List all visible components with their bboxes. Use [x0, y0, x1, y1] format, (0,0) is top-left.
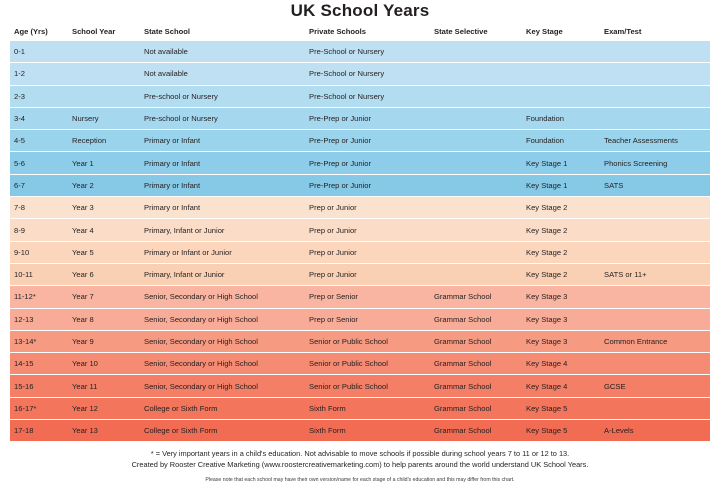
cell-state-selective [430, 63, 522, 85]
cell-age: 11-12* [10, 286, 68, 308]
cell-school-year: Year 13 [68, 420, 140, 442]
table-row [10, 263, 710, 285]
cell-school-year: Year 9 [68, 330, 140, 352]
table-row [10, 330, 710, 352]
cell-key-stage: Key Stage 5 [522, 397, 600, 419]
table-row [10, 286, 710, 308]
cell-private-schools: Pre-Prep or Junior [305, 174, 430, 196]
cell-state-school: College or Sixth Form [140, 397, 305, 419]
cell-age: 2-3 [10, 85, 68, 107]
cell-exam-test [600, 63, 710, 85]
column-header-private-schools: Private Schools [309, 27, 366, 36]
cell-age: 6-7 [10, 174, 68, 196]
cell-state-school: Senior, Secondary or High School [140, 353, 305, 375]
cell-key-stage: Key Stage 3 [522, 330, 600, 352]
cell-key-stage [522, 41, 600, 63]
cell-state-selective: Grammar School [430, 353, 522, 375]
cell-exam-test: Phonics Screening [600, 152, 710, 174]
cell-state-school: Primary, Infant or Junior [140, 219, 305, 241]
cell-school-year: Nursery [68, 107, 140, 129]
cell-key-stage: Foundation [522, 130, 600, 152]
cell-school-year: Year 1 [68, 152, 140, 174]
cell-exam-test: SATS [600, 174, 710, 196]
cell-state-selective [430, 174, 522, 196]
footnote-disclaimer: Please note that each school may have their own version/name for each stage of a child's education and this may differ from this chart. [205, 476, 515, 483]
column-header-state-selective: State Selective [434, 27, 488, 36]
cell-state-school: Not available [140, 41, 305, 63]
cell-private-schools: Senior or Public School [305, 353, 430, 375]
cell-private-schools: Prep or Junior [305, 263, 430, 285]
column-header-age: Age (Yrs) [14, 27, 48, 36]
cell-private-schools: Pre-Prep or Junior [305, 130, 430, 152]
cell-exam-test [600, 353, 710, 375]
cell-age: 14-15 [10, 353, 68, 375]
cell-school-year: Year 11 [68, 375, 140, 397]
table-row [10, 85, 710, 107]
cell-state-selective [430, 41, 522, 63]
cell-exam-test: SATS or 11+ [600, 263, 710, 285]
table-body [10, 41, 710, 442]
cell-key-stage: Key Stage 4 [522, 375, 600, 397]
column-header-key-stage: Key Stage [526, 27, 563, 36]
table-row [10, 130, 710, 152]
cell-private-schools: Prep or Senior [305, 308, 430, 330]
cell-state-selective: Grammar School [430, 375, 522, 397]
cell-key-stage: Key Stage 2 [522, 197, 600, 219]
cell-private-schools: Sixth Form [305, 420, 430, 442]
table-row [10, 219, 710, 241]
cell-state-selective: Grammar School [430, 308, 522, 330]
cell-school-year [68, 63, 140, 85]
cell-age: 13-14* [10, 330, 68, 352]
footnote-important-years: * = Very important years in a child's education. Not advisable to move schools if possible during school years 7 to 11 or 12 to 13. [150, 449, 570, 459]
table-row [10, 241, 710, 263]
cell-school-year [68, 41, 140, 63]
cell-state-selective [430, 241, 522, 263]
cell-age: 15-16 [10, 375, 68, 397]
cell-age: 0-1 [10, 41, 68, 63]
cell-state-selective: Grammar School [430, 397, 522, 419]
cell-state-school: College or Sixth Form [140, 420, 305, 442]
table-row [10, 107, 710, 129]
cell-state-selective: Grammar School [430, 286, 522, 308]
cell-key-stage: Foundation [522, 107, 600, 129]
footnotes [10, 449, 710, 470]
cell-state-selective [430, 107, 522, 129]
cell-state-school: Primary or Infant [140, 130, 305, 152]
cell-state-selective: Grammar School [430, 330, 522, 352]
table-row [10, 420, 710, 442]
cell-private-schools: Pre-School or Nursery [305, 63, 430, 85]
cell-school-year: Year 10 [68, 353, 140, 375]
table-row [10, 174, 710, 196]
school-years-table [10, 27, 710, 442]
footnote-credit: Created by Rooster Creative Marketing (www.roostercreativemarketing.com) to help parents around the world understand UK School Years. [131, 460, 589, 470]
cell-state-school: Senior, Secondary or High School [140, 375, 305, 397]
cell-exam-test [600, 397, 710, 419]
column-header-exam-test: Exam/Test [604, 27, 642, 36]
table-row [10, 63, 710, 85]
cell-state-selective: Grammar School [430, 420, 522, 442]
cell-state-school: Pre-school or Nursery [140, 85, 305, 107]
cell-private-schools: Prep or Senior [305, 286, 430, 308]
table-row [10, 353, 710, 375]
table-row [10, 152, 710, 174]
cell-age: 7-8 [10, 197, 68, 219]
table-row [10, 308, 710, 330]
cell-exam-test: Teacher Assessments [600, 130, 710, 152]
cell-exam-test [600, 241, 710, 263]
cell-private-schools: Pre-School or Nursery [305, 41, 430, 63]
cell-exam-test [600, 308, 710, 330]
cell-exam-test: A-Levels [600, 420, 710, 442]
cell-exam-test [600, 219, 710, 241]
cell-private-schools: Senior or Public School [305, 330, 430, 352]
cell-state-school: Pre-school or Nursery [140, 107, 305, 129]
cell-key-stage [522, 85, 600, 107]
cell-private-schools: Sixth Form [305, 397, 430, 419]
cell-exam-test [600, 107, 710, 129]
cell-school-year: Year 8 [68, 308, 140, 330]
cell-school-year: Year 12 [68, 397, 140, 419]
cell-state-school: Not available [140, 63, 305, 85]
table-row [10, 375, 710, 397]
cell-key-stage: Key Stage 5 [522, 420, 600, 442]
column-header-state-school: State School [144, 27, 190, 36]
cell-school-year: Year 4 [68, 219, 140, 241]
cell-school-year: Year 7 [68, 286, 140, 308]
cell-private-schools: Pre-School or Nursery [305, 85, 430, 107]
table-header-row [10, 27, 710, 41]
cell-exam-test: Common Entrance [600, 330, 710, 352]
cell-exam-test [600, 41, 710, 63]
cell-state-school: Primary or Infant [140, 152, 305, 174]
cell-school-year: Year 2 [68, 174, 140, 196]
cell-private-schools: Pre-Prep or Junior [305, 152, 430, 174]
cell-state-selective [430, 263, 522, 285]
cell-key-stage: Key Stage 2 [522, 241, 600, 263]
cell-state-school: Senior, Secondary or High School [140, 286, 305, 308]
table-row [10, 397, 710, 419]
cell-private-schools: Prep or Junior [305, 197, 430, 219]
cell-state-selective [430, 152, 522, 174]
cell-state-school: Primary or Infant or Junior [140, 241, 305, 263]
cell-key-stage: Key Stage 3 [522, 308, 600, 330]
cell-exam-test [600, 197, 710, 219]
cell-exam-test [600, 85, 710, 107]
cell-school-year [68, 85, 140, 107]
column-header-school-year: School Year [72, 27, 116, 36]
cell-state-selective [430, 219, 522, 241]
cell-key-stage: Key Stage 1 [522, 174, 600, 196]
cell-age: 10-11 [10, 263, 68, 285]
cell-school-year: Year 5 [68, 241, 140, 263]
cell-age: 4-5 [10, 130, 68, 152]
cell-exam-test: GCSE [600, 375, 710, 397]
cell-state-school: Primary or Infant [140, 174, 305, 196]
cell-age: 3-4 [10, 107, 68, 129]
cell-key-stage: Key Stage 3 [522, 286, 600, 308]
cell-private-schools: Prep or Junior [305, 241, 430, 263]
cell-key-stage [522, 63, 600, 85]
cell-exam-test [600, 286, 710, 308]
cell-age: 16-17* [10, 397, 68, 419]
page-title: UK School Years [290, 1, 430, 20]
cell-age: 12-13 [10, 308, 68, 330]
cell-private-schools: Senior or Public School [305, 375, 430, 397]
cell-private-schools: Pre-Prep or Junior [305, 107, 430, 129]
cell-key-stage: Key Stage 1 [522, 152, 600, 174]
cell-key-stage: Key Stage 2 [522, 219, 600, 241]
cell-age: 1-2 [10, 63, 68, 85]
cell-school-year: Reception [68, 130, 140, 152]
cell-key-stage: Key Stage 4 [522, 353, 600, 375]
table-row [10, 197, 710, 219]
cell-private-schools: Prep or Junior [305, 219, 430, 241]
cell-age: 8-9 [10, 219, 68, 241]
cell-age: 17-18 [10, 420, 68, 442]
cell-state-school: Primary or Infant [140, 197, 305, 219]
cell-state-selective [430, 130, 522, 152]
cell-state-school: Senior, Secondary or High School [140, 330, 305, 352]
cell-school-year: Year 6 [68, 263, 140, 285]
cell-state-school: Senior, Secondary or High School [140, 308, 305, 330]
cell-key-stage: Key Stage 2 [522, 263, 600, 285]
cell-state-selective [430, 197, 522, 219]
cell-state-selective [430, 85, 522, 107]
cell-age: 9-10 [10, 241, 68, 263]
cell-age: 5-6 [10, 152, 68, 174]
table-row [10, 41, 710, 63]
cell-school-year: Year 3 [68, 197, 140, 219]
cell-state-school: Primary, Infant or Junior [140, 263, 305, 285]
